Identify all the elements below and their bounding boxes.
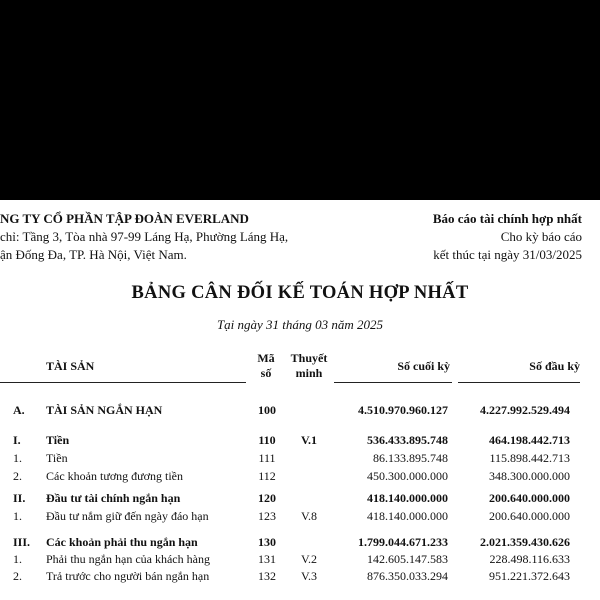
row-end-balance: 1.799.044.671.233 bbox=[358, 535, 448, 549]
row-index: A. bbox=[13, 403, 25, 417]
report-period-line-2: kết thúc tại ngày 31/03/2025 bbox=[433, 247, 582, 262]
row-end-balance: 876.350.033.294 bbox=[367, 569, 448, 583]
row-index: 1. bbox=[13, 509, 22, 523]
row-end-balance: 418.140.000.000 bbox=[367, 509, 448, 523]
row-begin-balance: 228.498.116.633 bbox=[489, 552, 570, 566]
row-label: Phải thu ngắn hạn của khách hàng bbox=[46, 552, 210, 566]
row-label: TÀI SẢN NGẮN HẠN bbox=[46, 403, 163, 417]
row-code: 131 bbox=[258, 552, 276, 566]
row-label: Tiền bbox=[46, 433, 70, 447]
company-address-line-1: chỉ: Tầng 3, Tòa nhà 97-99 Láng Hạ, Phường Láng Hạ, bbox=[0, 229, 289, 244]
row-end-balance: 536.433.895.748 bbox=[367, 433, 448, 447]
document-page bbox=[0, 200, 600, 600]
row-label: Tiền bbox=[46, 451, 68, 465]
row-begin-balance: 348.300.000.000 bbox=[489, 469, 570, 483]
company-address-line-2: ận Đống Đa, TP. Hà Nội, Việt Nam. bbox=[0, 247, 187, 262]
table-row bbox=[0, 450, 600, 467]
row-note: V.8 bbox=[300, 509, 318, 523]
row-begin-balance: 464.198.442.713 bbox=[489, 433, 570, 447]
row-end-balance: 4.510.970.960.127 bbox=[358, 403, 448, 417]
column-header-end-balance: Số cuối kỳ bbox=[397, 359, 450, 373]
table-row bbox=[0, 402, 600, 419]
row-index: 1. bbox=[13, 451, 22, 465]
row-end-balance: 142.605.147.583 bbox=[367, 552, 448, 566]
column-header-begin-balance: Số đầu kỳ bbox=[529, 359, 580, 373]
table-row bbox=[0, 551, 600, 568]
column-header-code-line-2: số bbox=[260, 366, 272, 380]
row-note: V.1 bbox=[300, 433, 318, 447]
row-note: V.2 bbox=[300, 552, 318, 566]
row-label: Đầu tư tài chính ngắn hạn bbox=[46, 491, 181, 505]
row-end-balance: 450.300.000.000 bbox=[367, 469, 448, 483]
row-index: II. bbox=[13, 491, 26, 505]
row-begin-balance: 2.021.359.430.626 bbox=[480, 535, 570, 549]
table-row bbox=[0, 490, 600, 507]
row-index: 1. bbox=[13, 552, 22, 566]
row-label: Trả trước cho người bán ngắn hạn bbox=[46, 569, 210, 583]
table-row bbox=[0, 568, 600, 585]
row-code: 100 bbox=[258, 403, 276, 417]
row-begin-balance: 200.640.000.000 bbox=[489, 491, 570, 505]
page-subtitle: Tại ngày 31 tháng 03 năm 2025 bbox=[216, 317, 384, 332]
column-header-code bbox=[249, 351, 283, 381]
column-header-code-line-1: Mã bbox=[257, 351, 275, 365]
row-code: 112 bbox=[258, 469, 276, 483]
row-code: 120 bbox=[258, 491, 276, 505]
row-code: 111 bbox=[258, 451, 276, 465]
table-row bbox=[0, 468, 600, 485]
row-begin-balance: 4.227.992.529.494 bbox=[480, 403, 570, 417]
row-label: Các khoản phải thu ngắn hạn bbox=[46, 535, 198, 549]
table-row bbox=[0, 508, 600, 525]
row-code: 132 bbox=[258, 569, 276, 583]
row-index: III. bbox=[13, 535, 31, 549]
table-row bbox=[0, 534, 600, 551]
header-rule-asset bbox=[0, 382, 246, 383]
row-begin-balance: 200.640.000.000 bbox=[489, 509, 570, 523]
row-end-balance: 418.140.000.000 bbox=[367, 491, 448, 505]
row-code: 130 bbox=[258, 535, 276, 549]
column-header-asset: TÀI SẢN bbox=[46, 359, 95, 373]
header-rule-begin bbox=[458, 382, 580, 383]
row-begin-balance: 115.898.442.713 bbox=[489, 451, 570, 465]
column-header-note-line-1: Thuyết bbox=[290, 351, 328, 365]
row-index: I. bbox=[13, 433, 21, 447]
row-note: V.3 bbox=[300, 569, 318, 583]
row-index: 2. bbox=[13, 569, 22, 583]
row-index: 2. bbox=[13, 469, 22, 483]
company-name: NG TY CỔ PHẦN TẬP ĐOÀN EVERLAND bbox=[0, 211, 249, 226]
table-row bbox=[0, 432, 600, 449]
header-rule-end bbox=[334, 382, 452, 383]
row-label: Đầu tư nắm giữ đến ngày đáo hạn bbox=[46, 509, 209, 523]
report-period-line-1: Cho kỳ báo cáo bbox=[500, 229, 582, 244]
column-header-note-line-2: minh bbox=[295, 366, 323, 380]
row-code: 110 bbox=[258, 433, 276, 447]
report-header bbox=[433, 210, 582, 264]
page-title: BẢNG CÂN ĐỐI KẾ TOÁN HỢP NHẤT bbox=[131, 283, 469, 303]
row-code: 123 bbox=[258, 509, 276, 523]
row-begin-balance: 951.221.372.643 bbox=[489, 569, 570, 583]
report-type: Báo cáo tài chính hợp nhất bbox=[432, 211, 582, 226]
row-end-balance: 86.133.895.748 bbox=[373, 451, 448, 465]
column-header-note bbox=[288, 351, 330, 381]
row-label: Các khoản tương đương tiền bbox=[46, 469, 184, 483]
company-header bbox=[0, 210, 288, 264]
